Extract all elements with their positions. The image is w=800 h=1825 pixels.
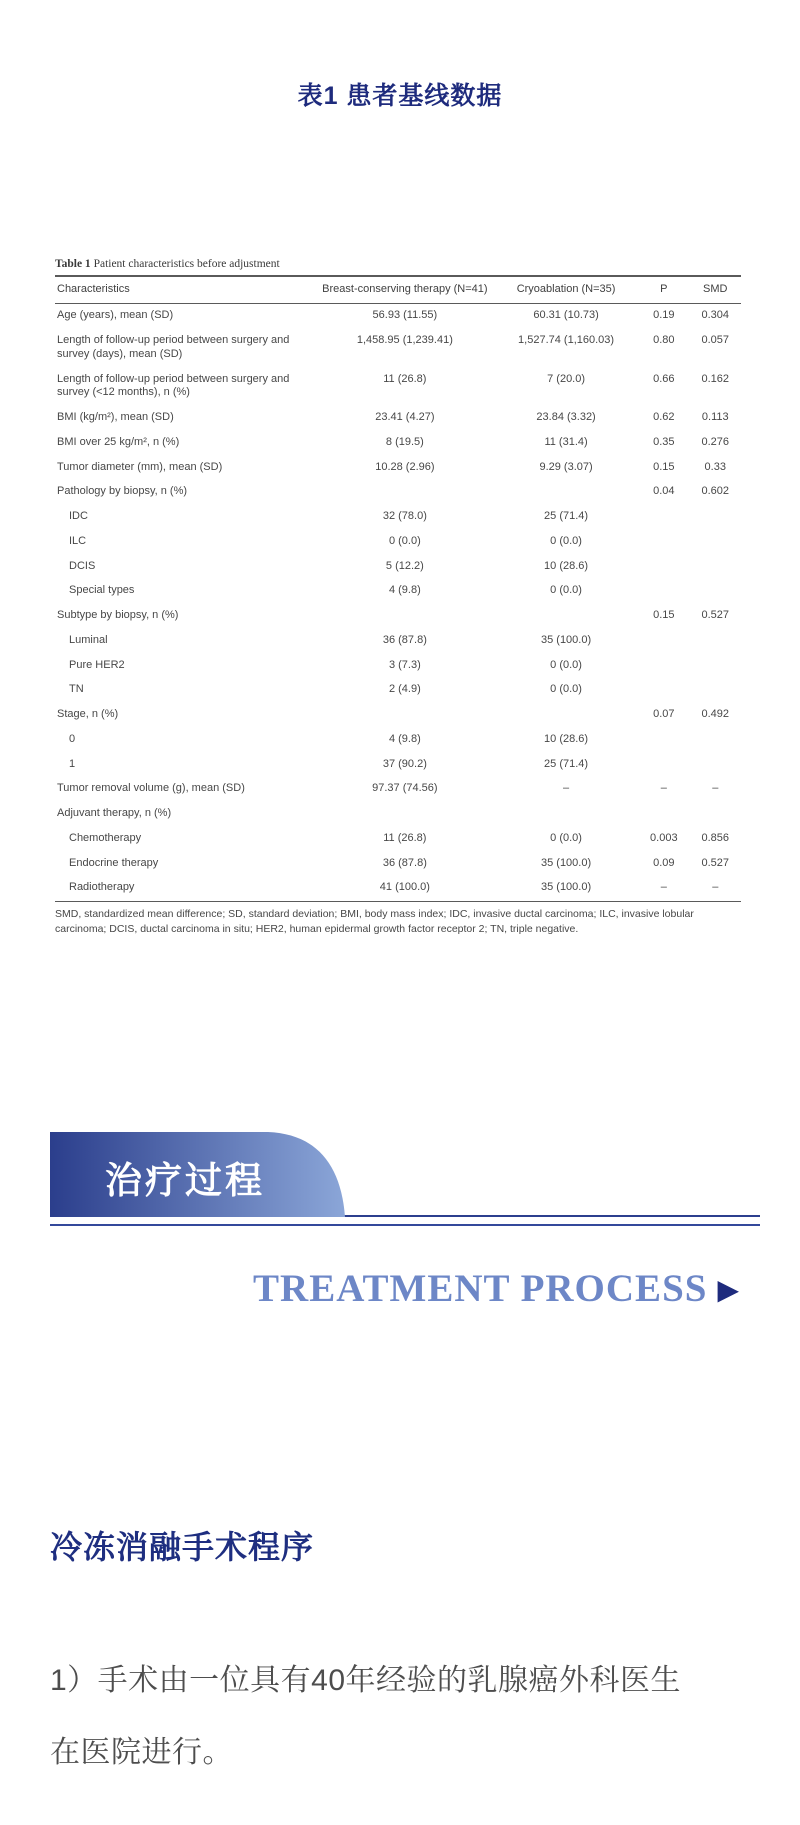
table-row [55,876,741,901]
row-value: 10 (28.6) [544,732,589,745]
row-value: 35 (100.0) [540,633,592,646]
row-value [494,480,638,505]
row-value [494,802,638,827]
row-value: 7 (20.0) [547,372,586,385]
row-value: 2 (4.9) [388,683,421,696]
row-value [638,653,689,678]
section-banner-title: 治疗过程 [105,1161,265,1202]
row-label: Length of follow-up period between surgery and survey (<12 months), n (%) [57,372,290,399]
row-label: Luminal [69,633,108,646]
section-subtitle-text: TREATMENT PROCESS [253,1267,708,1310]
row-value [690,505,741,530]
row-value: 0.162 [701,372,730,385]
row-label: Pure HER2 [69,658,125,671]
table-header [55,276,741,303]
row-label: 0 [69,732,76,745]
row-value [316,703,494,728]
paragraph-line: 1）手术由一位具有40年经验的乳腺癌外科医生 [50,1664,682,1697]
row-value: 0.33 [704,460,726,473]
row-value [690,529,741,554]
triangle-right-icon: ▶ [717,1273,740,1306]
row-value: 0.276 [701,435,730,448]
row-value: 0.15 [653,609,675,621]
row-value [494,604,638,629]
row-value: 32 (78.0) [382,510,427,522]
row-value: 23.84 (3.32) [536,411,596,423]
row-label: IDC [69,510,88,522]
row-value [638,678,689,703]
row-value: 0 (0.0) [550,683,582,696]
row-label: 1 [69,757,76,770]
row-value [316,480,494,505]
row-value: 0 (0.0) [550,658,582,671]
col-header-smd: SMD [690,276,741,303]
row-value: 0.04 [653,485,675,498]
row-value: 97.37 (74.56) [372,782,438,795]
table-row [55,678,741,703]
table-row [55,430,741,455]
section-subtitle [50,1266,740,1311]
row-value: 41 (100.0) [379,881,430,894]
table-row [55,329,741,368]
row-value: 0.003 [650,831,678,844]
row-value [690,628,741,653]
row-value: – [563,782,570,795]
row-label: Pathology by biopsy, n (%) [57,485,188,498]
row-value [690,802,741,827]
row-value: 35 (100.0) [540,881,592,894]
row-value [316,802,494,827]
table-row [55,480,741,505]
row-label: BMI (kg/m²), mean (SD) [57,411,174,423]
table-row [55,802,741,827]
table-row [55,367,741,406]
row-value: 11 (26.8) [383,831,427,844]
row-value: 1,527.74 (1,160.03) [518,334,615,346]
row-value: 0.492 [701,708,730,720]
row-value: 0.35 [653,435,675,448]
row-value: 5 (12.2) [385,559,424,572]
row-label: Chemotherapy [69,831,142,844]
col-header-bct: Breast-conserving therapy (N=41) [316,276,494,303]
table-row [55,653,741,678]
table-row [55,851,741,876]
row-value [690,653,741,678]
row-label: Tumor diameter (mm), mean (SD) [57,460,223,473]
section-divider-line [50,1224,760,1226]
row-value: – [712,782,719,795]
table-row [55,505,741,530]
table-caption [55,258,741,270]
table-row [55,826,741,851]
row-value: – [660,881,667,894]
row-value: 0 (0.0) [550,831,582,844]
row-value: 9.29 (3.07) [539,460,593,473]
row-value: 0.856 [701,831,730,844]
row-value: 36 (87.8) [382,633,427,646]
table-row [55,406,741,431]
row-value: 25 (71.4) [544,510,589,522]
table-row [55,727,741,752]
row-label: Radiotherapy [69,881,135,894]
table-caption-label: Table 1 [55,258,91,270]
row-value: 0.07 [653,708,675,720]
row-value: 11 (31.4) [544,435,588,448]
row-value: 0.15 [653,460,675,473]
row-value: 0 (0.0) [388,534,421,547]
row-value [690,579,741,604]
row-value: 10 (28.6) [544,559,589,572]
table-header-row [55,276,741,303]
row-value [638,752,689,777]
row-value [690,752,741,777]
row-value: 0.527 [701,856,730,869]
row-value: 0.09 [653,856,675,869]
row-value [638,802,689,827]
row-label: Subtype by biopsy, n (%) [57,609,179,621]
row-value: 11 (26.8) [383,372,427,385]
table-row [55,455,741,480]
table-row [55,604,741,629]
row-value [494,703,638,728]
row-value [638,505,689,530]
row-value: 4 (9.8) [388,584,421,597]
procedure-heading: 冷冻消融手术程序 [50,1529,315,1565]
row-value: 25 (71.4) [544,757,589,770]
table-row [55,554,741,579]
row-label: Age (years), mean (SD) [57,309,174,322]
row-value [638,628,689,653]
data-table [55,275,741,901]
row-label: Special types [69,584,135,597]
row-value: 35 (100.0) [540,856,592,869]
row-value: 3 (7.3) [388,658,421,671]
row-value: 60.31 (10.73) [533,309,599,322]
row-label: DCIS [69,559,96,572]
table-row [55,303,741,328]
row-value: 0 (0.0) [550,534,582,547]
table-row [55,579,741,604]
row-value [638,554,689,579]
row-value [316,604,494,629]
patient-characteristics-table [55,258,741,938]
row-value: 0.62 [653,411,675,423]
row-label: TN [69,683,84,696]
row-value: 37 (90.2) [382,757,427,770]
row-value [690,727,741,752]
row-value: 23.41 (4.27) [375,411,435,423]
row-value: 1,458.95 (1,239.41) [356,334,453,346]
row-value: 0.80 [653,334,675,346]
col-header-characteristics: Characteristics [55,276,316,303]
col-header-cryo: Cryoablation (N=35) [494,276,638,303]
row-value: 4 (9.8) [388,732,421,745]
row-value: 56.93 (11.55) [372,309,438,322]
table-body [55,303,741,900]
table-footnote: SMD, standardized mean difference; SD, standard deviation; BMI, body mass index; IDC, invasive ductal carcinoma; ILC, invasive lobular carcinoma; DCIS, ductal carcinoma in situ; HER2, human epidermal growth factor receptor 2; TN, triple negative. [55,901,741,939]
row-label: Stage, n (%) [57,708,119,720]
row-value [690,554,741,579]
table-row [55,529,741,554]
row-label: Length of follow-up period between surgery and survey (days), mean (SD) [57,334,290,360]
row-label: Tumor removal volume (g), mean (SD) [57,782,245,795]
row-value [638,579,689,604]
row-value [638,529,689,554]
row-value: 10.28 (2.96) [375,460,435,473]
row-value: 0.527 [701,609,730,621]
row-value: – [712,881,719,894]
row-value: 8 (19.5) [385,435,424,448]
row-label: ILC [69,534,87,547]
row-value: 0.057 [701,334,730,346]
table-row [55,752,741,777]
page-title: 表1 患者基线数据 [297,82,503,110]
table-row [55,628,741,653]
procedure-paragraph [50,1662,755,1806]
row-value: 0.66 [653,372,675,385]
table-row [55,703,741,728]
row-value: 0.602 [701,485,730,498]
row-label: Endocrine therapy [69,856,159,869]
row-value: 0 (0.0) [550,584,582,597]
row-label: Adjuvant therapy, n (%) [57,807,172,819]
row-value: 36 (87.8) [382,856,427,869]
section-banner [50,1132,350,1217]
row-value: 0.19 [653,309,675,322]
row-value: 0.113 [701,411,729,423]
row-value [690,678,741,703]
row-value: – [660,782,667,795]
row-value: 0.304 [701,309,730,322]
row-label: BMI over 25 kg/m², n (%) [57,435,180,448]
paragraph-line: 在医院进行。 [50,1736,233,1769]
table-row [55,777,741,802]
table-caption-text: Patient characteristics before adjustment [93,258,280,270]
col-header-p: P [638,276,689,303]
row-value [638,727,689,752]
